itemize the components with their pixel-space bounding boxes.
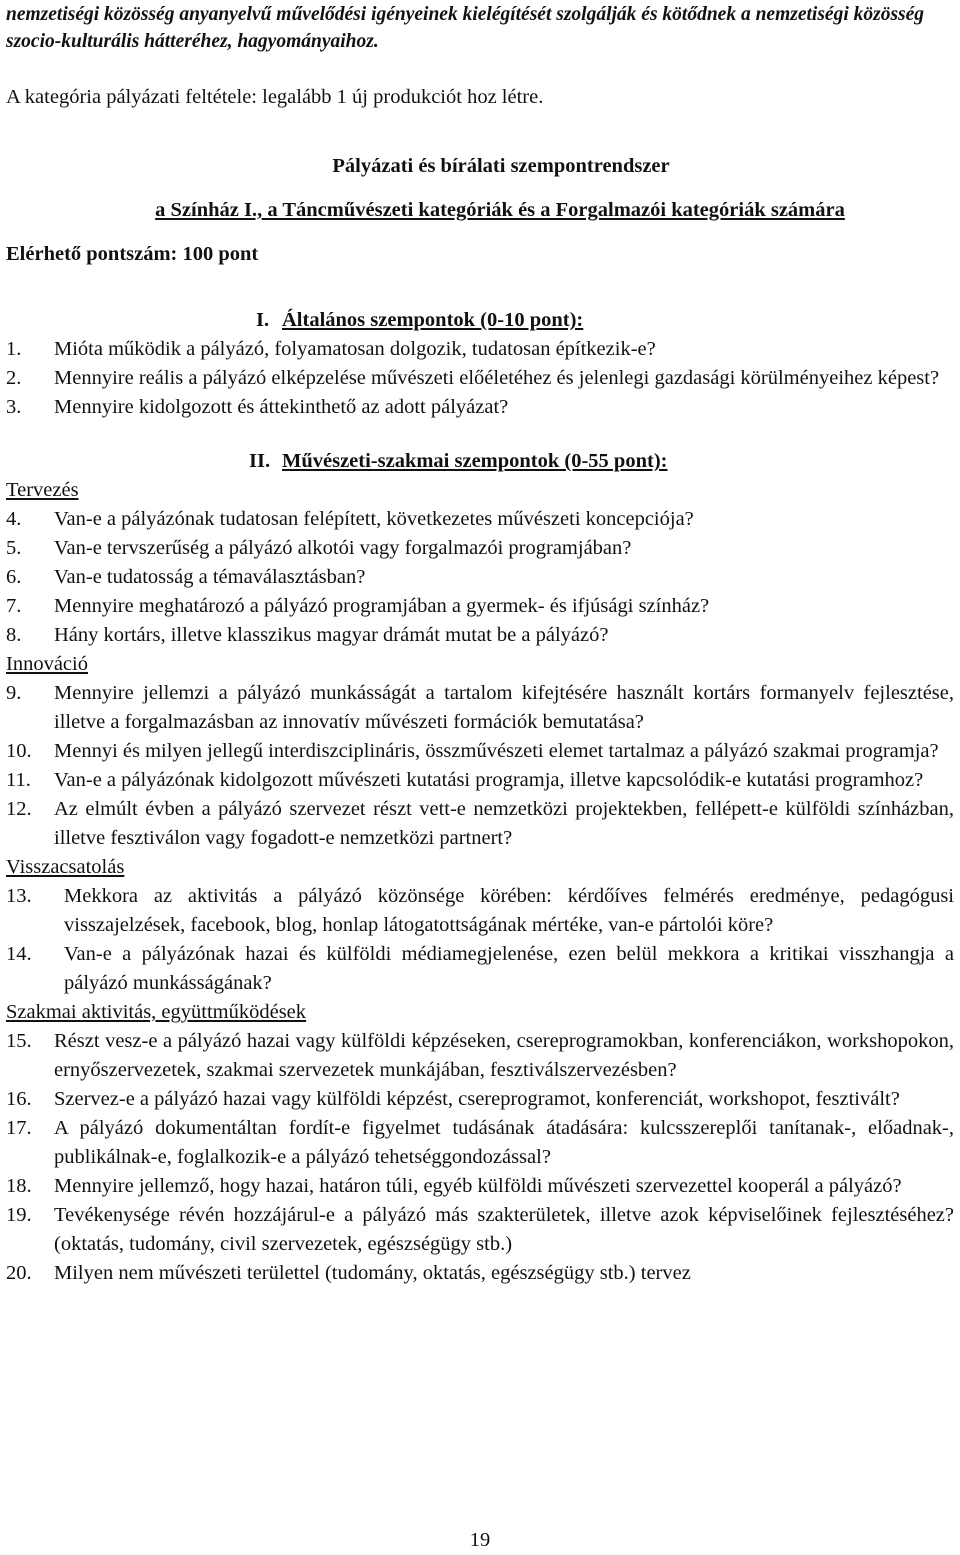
list-item-text: Mennyire jellemzi a pályázó munkásságát a tartalom kifejtésére használt kortárs formanyelv fejlesztése, illetve a forgalmazásban az innovatív művészeti formációk bemutatása? [54, 682, 954, 733]
list-item [6, 592, 954, 621]
list-item-text: Mekkora az aktivitás a pályázó közönsége körében: kérdőíves felmérés eredménye, pedagógusi visszajelzések, facebook, blog, honlap látogatottságának mértéke, van-e pártolói köre? [64, 885, 954, 936]
list-item-text: Van-e a pályázónak tudatosan felépített, következetes művészeti koncepciója? [54, 508, 694, 530]
list-item-number: 9. [6, 682, 22, 704]
section-2-number: II. [249, 450, 271, 472]
criteria-group-title: Tervezés [6, 479, 79, 501]
list-item [6, 1085, 954, 1114]
list-item [6, 505, 954, 534]
list-item-number: 15. [6, 1030, 32, 1052]
list-item-number: 11. [6, 769, 31, 791]
list-item-number: 4. [6, 508, 22, 530]
list-item-text: Mennyire reális a pályázó elképzelése művészeti előéletéhez és jelenlegi gazdasági körülményeihez képest? [54, 367, 940, 389]
list-item [6, 940, 954, 998]
list-item [6, 1172, 954, 1201]
criteria-group [6, 476, 954, 650]
list-item [6, 1114, 954, 1172]
list-item-number: 3. [6, 396, 22, 418]
list-item [6, 1027, 954, 1085]
list-item-text: Mennyi és milyen jellegű interdiszciplináris, összművészeti elemet tartalmaz a pályázó szakmai programja? [54, 740, 939, 762]
list-item-number: 6. [6, 566, 22, 588]
list-item-number: 2. [6, 367, 22, 389]
list-item-number: 10. [6, 740, 32, 762]
list-item-text: Van-e tudatosság a témaválasztásban? [54, 566, 366, 588]
list-item-text: Részt vesz-e a pályázó hazai vagy külföldi képzéseken, csereprogramokban, konferenciákon, workshopokon, ernyőszervezetek, szakmai szervezetek munkájában, fesztiválszervezésben? [54, 1030, 954, 1081]
section-2-heading [6, 447, 954, 476]
document-page [6, 0, 954, 1288]
list-item-text: Tevékenysége révén hozzájárul-e a pályázó más szakterületek, illetve azok képviselőinek fejlesztéséhez? (oktatás, tudomány, civil szervezetek, egészségügy stb.) [54, 1204, 954, 1255]
list-item-text: Szervez-e a pályázó hazai vagy külföldi képzést, csereprogramot, konferenciát, workshopot, fesztivált? [54, 1088, 900, 1110]
list-item-number: 13. [6, 885, 32, 907]
list-item-text: Mennyire jellemző, hogy hazai, határon túli, egyéb külföldi művészeti szervezettel kooperál a pályázó? [54, 1175, 902, 1197]
list-item [6, 563, 954, 592]
list-item-text: Hány kortárs, illetve klasszikus magyar drámát mutat be a pályázó? [54, 624, 609, 646]
page-title: Pályázati és bírálati szempontrendszer [332, 155, 670, 177]
list-item-text: Van-e a pályázónak kidolgozott művészeti kutatási programja, illetve kapcsolódik-e kutatási programhoz? [54, 769, 924, 791]
list-item-text: Mióta működik a pályázó, folyamatosan dolgozik, tudatosan építkezik-e? [54, 338, 656, 360]
page-subtitle [6, 196, 954, 225]
intro-paragraph: nemzetiségi közösség anyanyelvű művelődési igényeinek kielégítését szolgálják és kötődnek a nemzetiségi közösség szocio-kulturális hátteréhez, hagyományaihoz. [6, 4, 925, 52]
section-2-title: Művészeti-szakmai szempontok (0-55 pont): [282, 450, 668, 472]
section-1-list [6, 335, 954, 422]
criteria-group [6, 650, 954, 853]
list-item-number: 19. [6, 1204, 32, 1226]
list-item-number: 7. [6, 595, 22, 617]
list-item-number: 5. [6, 537, 22, 559]
list-item-number: 16. [6, 1088, 32, 1110]
list-item-text: Van-e a pályázónak hazai és külföldi médiamegjelenése, ezen belül mekkora a kritikai visszhangja a pályázó munkásságának? [64, 943, 954, 994]
list-item-number: 12. [6, 798, 32, 820]
list-item [6, 364, 954, 393]
criteria-group [6, 998, 954, 1288]
page-subtitle-text: a Színház I., a Táncművészeti kategóriák és a Forgalmazói kategóriák számára [155, 199, 845, 221]
section-2-groups [6, 476, 954, 1288]
criteria-group [6, 853, 954, 998]
list-item-text: Van-e tervszerűség a pályázó alkotói vagy forgalmazói programjában? [54, 537, 632, 559]
section-1-title: Általános szempontok (0-10 pont): [282, 309, 584, 331]
list-item [6, 737, 954, 766]
max-points: Elérhető pontszám: 100 pont [6, 243, 259, 265]
condition-paragraph: A kategória pályázati feltétele: legalább 1 új produkciót hoz létre. [6, 86, 544, 108]
list-item-number: 1. [6, 338, 22, 360]
list-item [6, 1201, 954, 1259]
criteria-group-title: Visszacsatolás [6, 856, 125, 878]
list-item-number: 17. [6, 1117, 32, 1139]
list-item [6, 882, 954, 940]
list-item [6, 766, 954, 795]
list-item-text: Az elmúlt évben a pályázó szervezet részt vett-e nemzetközi projektekben, fellépett-e külföldi színházban, illetve fesztiválon vagy fogadott-e nemzetközi partnert? [54, 798, 954, 849]
list-item-text: A pályázó dokumentáltan fordít-e figyelmet tudásának átadására: kulcsszereplői tanítanak-, előadnak-, publikálnak-e, foglalkozik-e a pályázó tehetséggondozással? [54, 1117, 954, 1168]
list-item [6, 621, 954, 650]
page-number: 19 [469, 1529, 491, 1551]
list-item-number: 8. [6, 624, 22, 646]
list-item [6, 393, 954, 422]
list-item-number: 20. [6, 1262, 32, 1284]
list-item-text: Mennyire meghatározó a pályázó programjában a gyermek- és ifjúsági színház? [54, 595, 710, 617]
list-item-number: 18. [6, 1175, 32, 1197]
list-item [6, 795, 954, 853]
section-1-number: I. [256, 309, 270, 331]
list-item [6, 335, 954, 364]
criteria-group-title: Innováció [6, 653, 88, 675]
list-item [6, 534, 954, 563]
criteria-group-title: Szakmai aktivitás, együttműködések [6, 1001, 307, 1023]
section-1-heading [6, 306, 954, 335]
list-item-number: 14. [6, 943, 32, 965]
list-item-text: Mennyire kidolgozott és áttekinthető az adott pályázat? [54, 396, 509, 418]
list-item [6, 1259, 954, 1288]
list-item-text: Milyen nem művészeti területtel (tudomány, oktatás, egészségügy stb.) tervez [54, 1262, 691, 1284]
list-item [6, 679, 954, 737]
